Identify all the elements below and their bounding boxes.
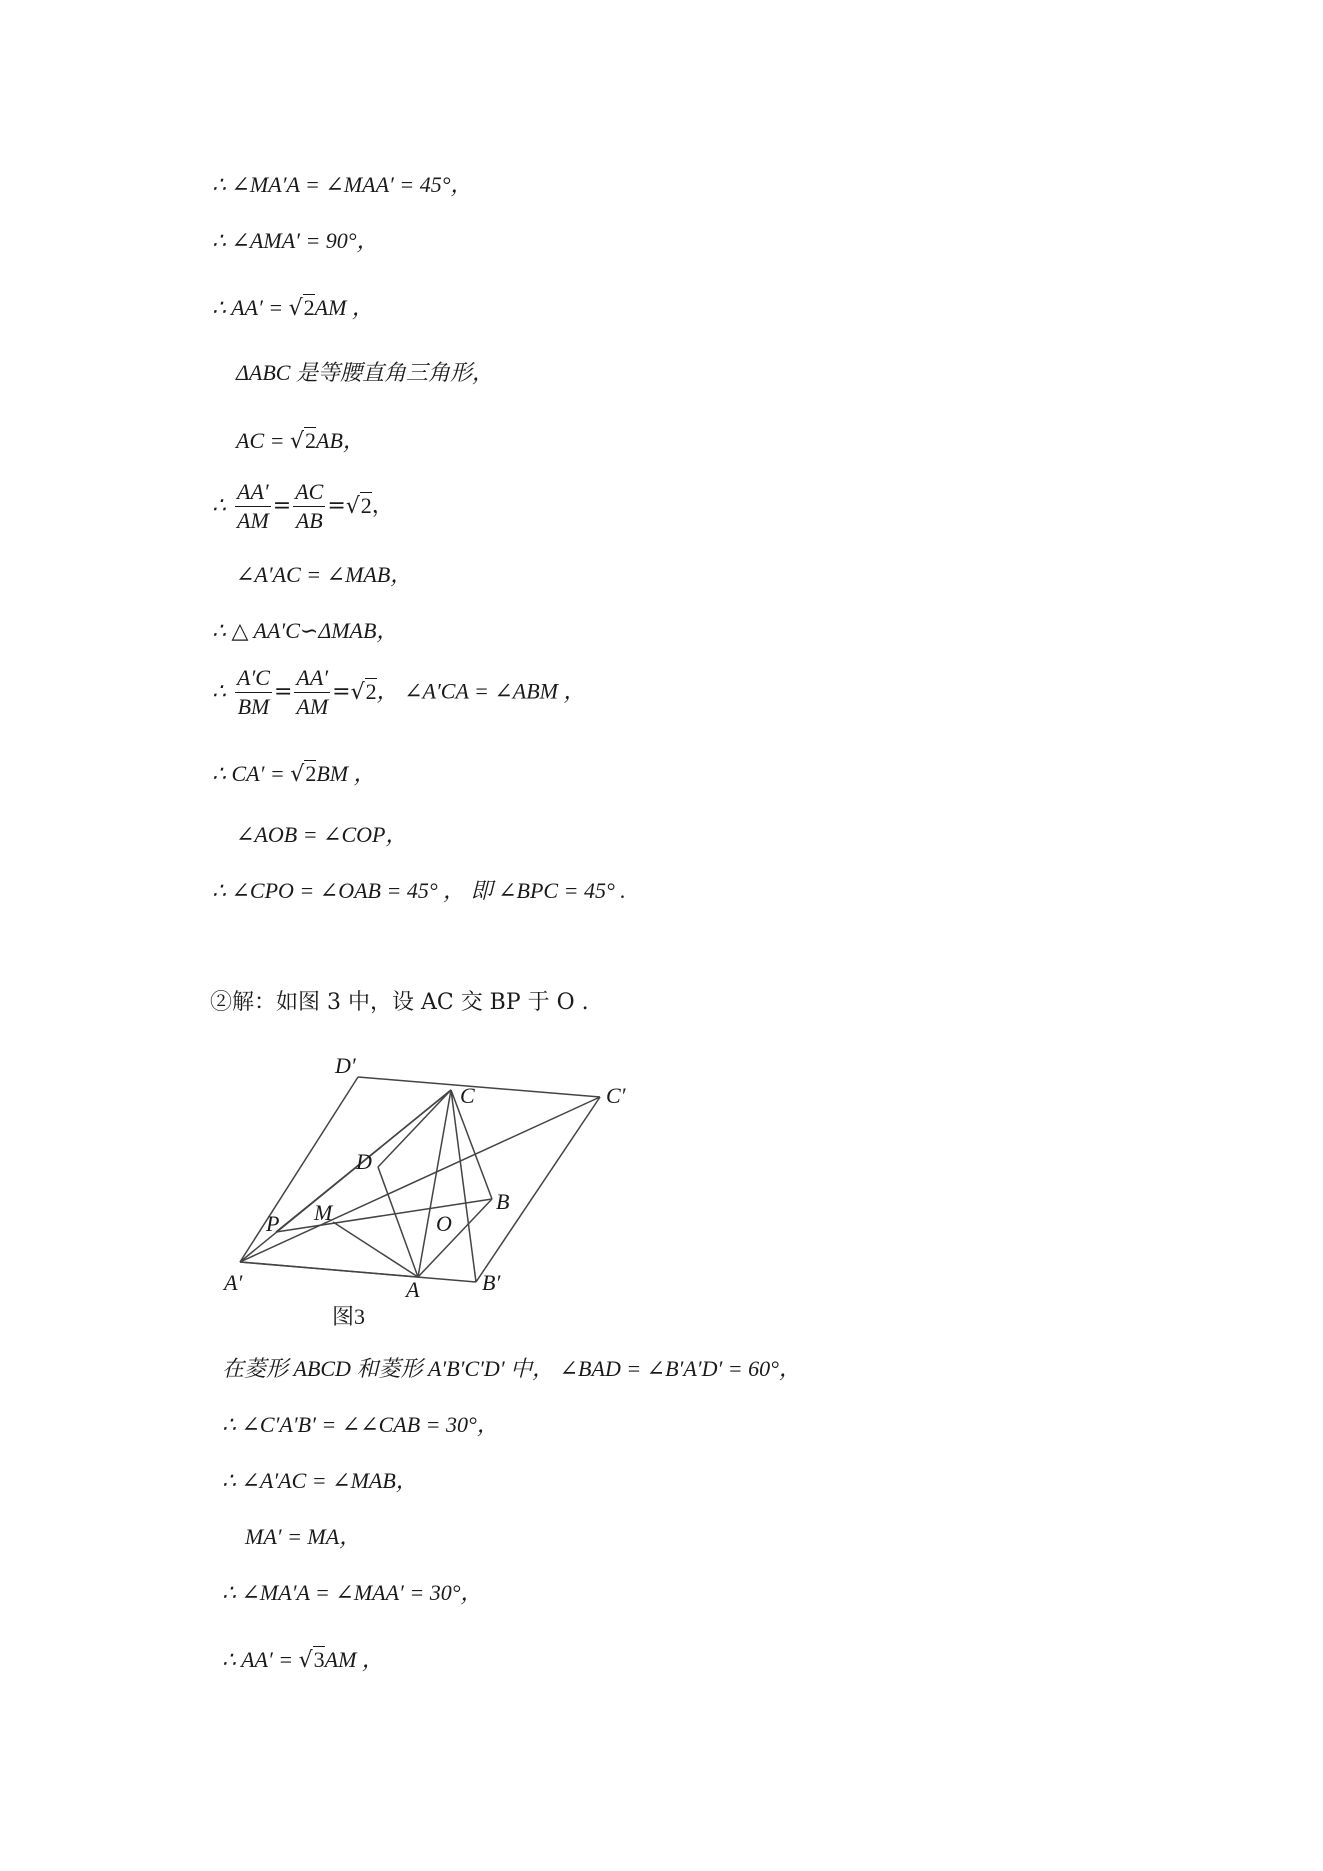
step-line-7 [236,560,412,591]
formula-part: AM ， [324,1647,384,1672]
seg-m-a [333,1222,418,1277]
formula-part: AB， [316,428,365,453]
step-line-11 [236,820,407,851]
step-line-10 [212,759,376,790]
step-line-1 [212,170,473,201]
fraction: $\frac{AA'}{AM}$ [237,479,269,533]
fraction: $\frac{AA'}{AM}$ [296,665,329,719]
sqrt-symbol: √2 [289,428,316,454]
step-line-14 [222,1354,801,1385]
geometry-figure-3 [210,1052,650,1336]
sqrt-symbol: √2 [288,295,315,321]
fraction: $\frac{AC}{AB}$ [295,479,324,533]
step-line-15 [222,1410,499,1441]
step-line-17 [245,1522,361,1553]
sqrt-symbol: √2 [350,678,377,705]
formula: ∴ ∠CPO = ∠OAB = 45° ， 即 ∠BPC = 45° . [212,878,626,903]
formula: ∠A′AC = ∠MAB， [236,562,413,587]
step-line-18 [222,1578,483,1609]
step-line-12 [212,876,626,907]
sqrt-symbol: √2 [345,492,372,519]
label-b-prime: B′ [482,1270,501,1295]
step-line-2 [212,226,379,257]
formula: ∴ △ AA′C∽ΔMAB， [212,618,399,643]
label-o: O [436,1211,452,1236]
formula-part: AM ， [314,295,374,320]
formula: ∴ ∠MA′A = ∠MAA′ = 30°， [222,1580,483,1605]
label-c-prime: C′ [606,1083,626,1108]
label-c: C [460,1083,475,1108]
solution-heading: ②解：如图 3 中，设 AC 交 BP 于 O . [210,990,589,1015]
sqrt-symbol: √3 [298,1647,325,1673]
statement: ΔABC 是等腰直角三角形， [236,360,494,385]
step-line-6: ∴ $\frac{AA'}{AM}$ = $\frac{AC}{AB}$ =√2， [212,479,394,533]
formula: ∴ ∠MA′A = ∠MAA′ = 45°， [212,172,473,197]
label-d: D [356,1149,372,1174]
formula: ∴ ∠C′A′B′ = ∠∠CAB = 30°， [222,1412,499,1437]
step-line-13 [210,988,589,1018]
label-m: M [314,1200,333,1225]
label-p: P [266,1211,280,1236]
figure-caption: 图3 [332,1304,366,1329]
formula-part: ∴ CA′ = [212,761,291,786]
label-b: B [496,1189,510,1214]
seg-ap-a [240,1262,418,1277]
step-line-5 [236,426,365,457]
step-line-8 [212,616,398,647]
seg-c-bp [451,1090,476,1282]
label-d-prime: D′ [335,1053,356,1078]
step-line-19 [222,1645,384,1676]
label-a: A [406,1277,420,1302]
formula-part: BM ， [316,761,376,786]
step-line-9: ∴ $\frac{A'C}{BM}$ = $\frac{AA'}{AM}$ =√2， ∠A′CA = ∠ABM ， [212,665,586,719]
seg-a-c [418,1090,451,1277]
formula-part: AC = [236,428,290,453]
sqrt-symbol: √2 [290,761,317,787]
formula: ∴ ∠AMA′ = 90°， [212,228,379,253]
edge-cp-dp [358,1077,600,1097]
formula-part: ∴ AA′ = [212,295,289,320]
step-line-3 [212,293,374,324]
formula: ∠AOB = ∠COP， [236,822,408,847]
formula: ∴ ∠A′AC = ∠MAB， [222,1468,418,1493]
statement: 在菱形 ABCD 和菱形 A′B′C′D′ 中， ∠BAD = ∠B′A′D′ = 60°， [222,1356,801,1381]
fraction: $\frac{A'C}{BM}$ [237,665,270,719]
formula: MA′ = MA， [245,1524,362,1549]
therefore-symbol: ∴ [212,492,226,518]
formula-part: ∴ AA′ = [222,1647,299,1672]
therefore-symbol: ∴ [212,678,226,704]
seg-p-b [276,1199,492,1232]
step-line-4 [236,358,494,389]
label-a-prime: A′ [224,1270,243,1295]
step-line-16 [222,1466,418,1497]
